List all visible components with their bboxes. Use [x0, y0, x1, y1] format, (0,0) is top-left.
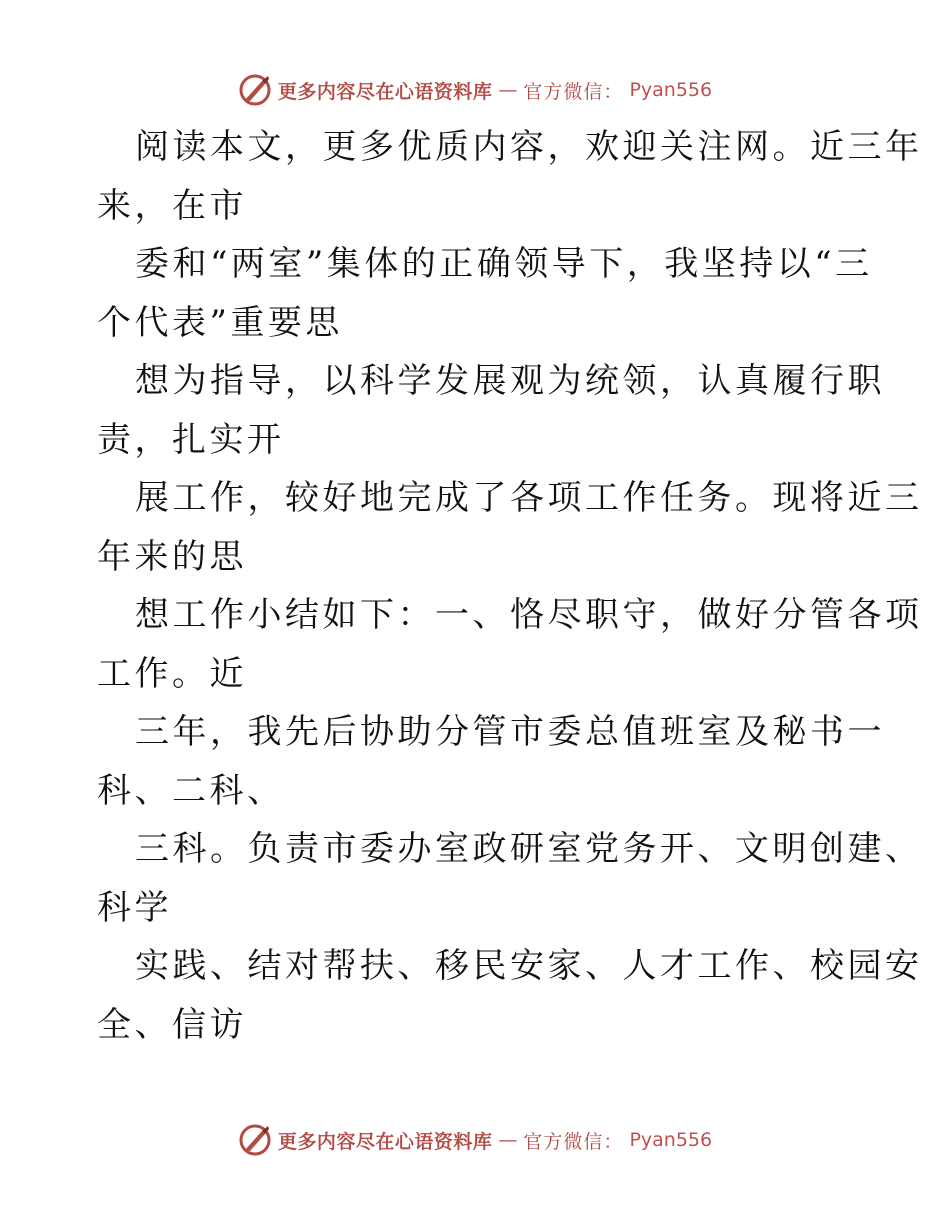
paragraph-line: 科、二科、 — [97, 770, 285, 811]
banner-wechat-id: Pyan556 — [629, 79, 713, 101]
banner-wechat-label: 官方微信： — [523, 80, 624, 103]
quill-logo-icon — [238, 73, 272, 107]
paragraph-line: 三科。负责市委办室政研室党务开、文明创建、 — [135, 829, 923, 869]
paragraph-line: 责，扎实开 — [97, 419, 285, 460]
banner-text: 更多内容尽在心语资料库 — [277, 1130, 493, 1153]
banner-wechat-id: Pyan556 — [629, 1129, 713, 1151]
paragraph-line: 工作。近 — [97, 653, 247, 694]
document-body — [97, 118, 923, 1054]
paragraph-line: 全、信访 — [97, 1004, 247, 1045]
banner-dash: — — [498, 79, 518, 101]
paragraph-line: 实践、结对帮扶、移民安家、人才工作、校园安 — [135, 946, 923, 986]
paragraph-line: 三年，我先后协助分管市委总值班室及秘书一 — [135, 712, 885, 752]
paragraph-line: 想工作小结如下：一、恪尽职守，做好分管各项 — [135, 595, 923, 635]
paragraph-line: 想为指导，以科学发展观为统领，认真履行职 — [135, 361, 885, 401]
paragraph-line: 阅读本文，更多优质内容，欢迎关注网。近三年 — [135, 127, 923, 167]
banner-wechat-label: 官方微信： — [523, 1130, 624, 1153]
paragraph-line: 来，在市 — [97, 185, 247, 226]
quill-logo-icon — [238, 1123, 272, 1157]
paragraph-line: 个代表”重要思 — [97, 302, 343, 343]
header-banner — [0, 70, 950, 110]
paragraph-line: 展工作，较好地完成了各项工作任务。现将近三 — [135, 478, 923, 518]
paragraph-line: 年来的思 — [97, 536, 247, 577]
banner-text: 更多内容尽在心语资料库 — [277, 80, 493, 103]
paragraph-line: 委和“两室”集体的正确领导下，我坚持以“三 — [135, 244, 873, 284]
footer-banner — [0, 1120, 950, 1160]
banner-dash: — — [498, 1129, 518, 1151]
paragraph-line: 科学 — [97, 887, 172, 928]
